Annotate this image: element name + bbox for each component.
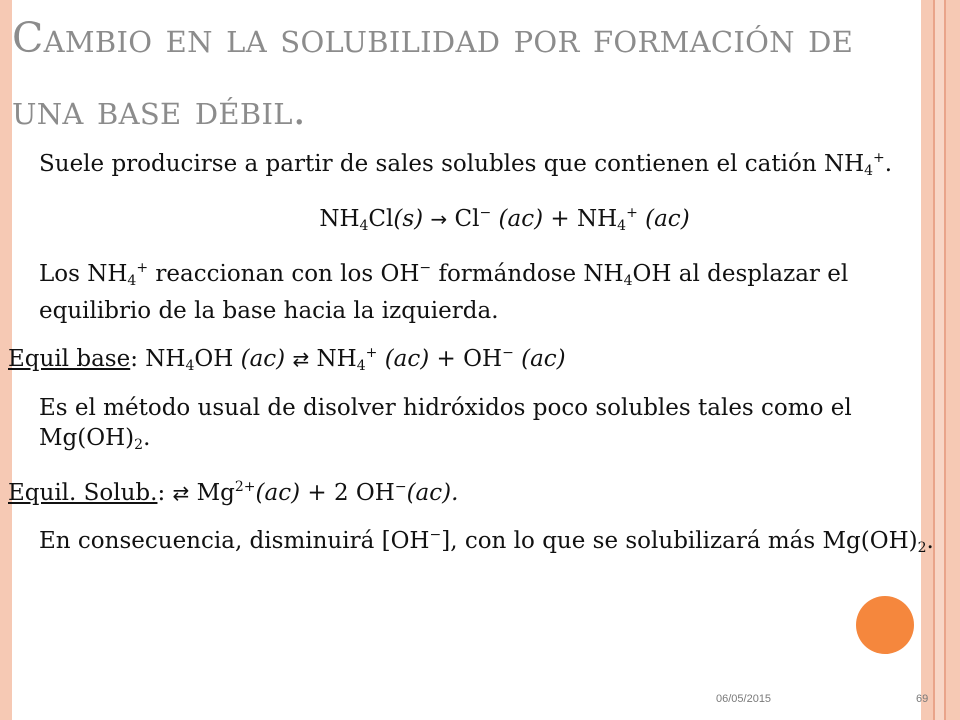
superscript: −: [479, 205, 492, 221]
subscript: 4: [127, 273, 137, 289]
text: ], con lo que se solubilizará más Mg(OH): [441, 528, 918, 554]
text: Cl: [368, 206, 394, 232]
equation-solubility-equilibrium: [8, 472, 943, 508]
superscript: +: [365, 345, 378, 361]
text: (ac): [491, 206, 544, 232]
text: Suele producirse a partir de sales solubles que contienen el catión NH: [39, 151, 865, 177]
right-decorative-band: [946, 0, 960, 720]
text: formándose NH: [431, 261, 624, 287]
superscript: −: [502, 345, 514, 361]
title-line-2: una base débil.: [12, 86, 307, 134]
text: OH al desplazar el equilibrio de la base hacia la izquierda.: [39, 261, 849, 324]
text: : NH: [130, 346, 186, 372]
text: .: [143, 425, 151, 451]
equation-label: Equil. Solub.: [8, 480, 158, 506]
text: :: [157, 480, 173, 506]
equation-base-equilibrium: [8, 338, 943, 381]
title-line-1: Cambio en la solubilidad por formación de: [12, 14, 854, 62]
text: (ac): [240, 346, 286, 372]
superscript: +: [626, 205, 638, 221]
footer-date: 06/05/2015: [716, 693, 772, 705]
equation-label: Equil base: [8, 346, 131, 372]
paragraph-reaction: [8, 253, 943, 326]
text: reaccionan con los OH: [148, 261, 420, 287]
subscript: 4: [617, 218, 627, 234]
superscript: +: [873, 150, 885, 166]
superscript: +: [136, 260, 149, 276]
superscript: −: [419, 260, 432, 276]
text: .: [884, 151, 893, 177]
text: En consecuencia, disminuirá [OH: [39, 528, 430, 554]
subscript: 4: [864, 163, 874, 179]
subscript: 2: [917, 540, 927, 556]
text: Es el método usual de disolver hidróxidos poco solubles tales como el Mg(OH): [39, 395, 852, 451]
text: .: [926, 528, 934, 554]
equilibrium-arrow-icon: ⇄: [172, 481, 190, 505]
superscript: 2+: [234, 479, 256, 495]
paragraph-method: [8, 393, 943, 460]
decorative-orange-circle: [856, 596, 914, 654]
superscript: −: [429, 527, 442, 543]
text: (ac): [255, 480, 301, 506]
text: Los NH: [39, 261, 128, 287]
reaction-arrow-icon: →: [430, 207, 448, 231]
subscript: 4: [359, 218, 369, 234]
equilibrium-arrow-icon: ⇄: [292, 347, 310, 371]
slide-number: 69: [916, 693, 929, 705]
text: (ac): [513, 346, 566, 372]
subscript: 4: [623, 273, 633, 289]
text: + OH: [429, 346, 503, 372]
subscript: 2: [134, 437, 144, 453]
superscript: −: [394, 479, 407, 495]
paragraph-intro: [8, 143, 943, 186]
text: (ac).: [406, 480, 459, 506]
text: + 2 OH: [300, 480, 395, 506]
text: OH: [194, 346, 241, 372]
equation-dissociation: [8, 198, 943, 241]
subscript: 4: [185, 358, 195, 374]
subscript: 4: [356, 358, 366, 374]
text: (ac): [377, 346, 430, 372]
text: Mg: [189, 480, 235, 506]
slide-title: [12, 2, 912, 146]
text: (s): [393, 206, 424, 232]
text: NH: [319, 206, 360, 232]
slide-body: [8, 143, 943, 563]
paragraph-consequence: [8, 520, 943, 563]
text: Cl: [447, 206, 480, 232]
text: + NH: [543, 206, 618, 232]
text: (ac): [637, 206, 690, 232]
text: NH: [309, 346, 357, 372]
